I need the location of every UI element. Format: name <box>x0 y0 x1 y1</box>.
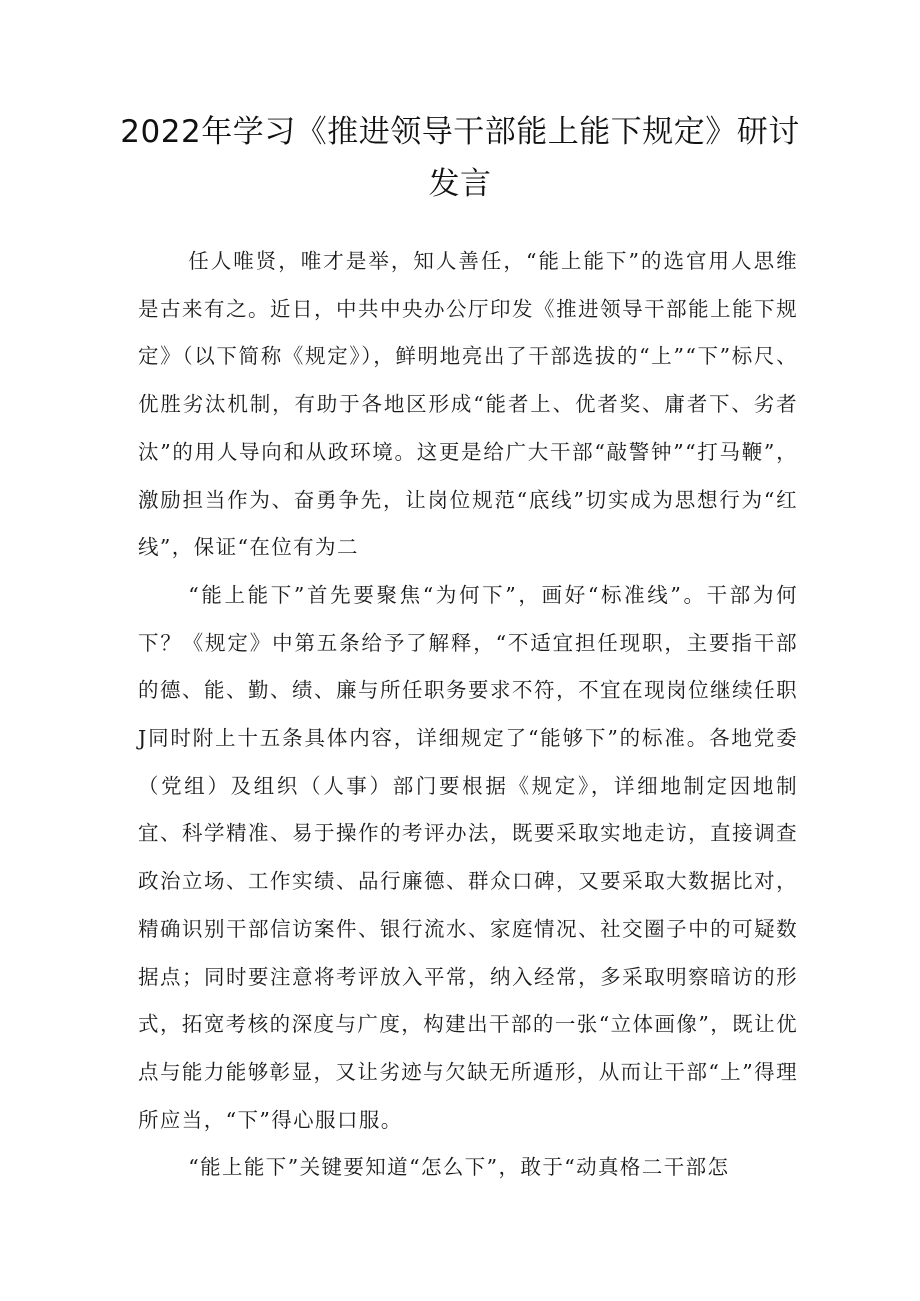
document-body <box>138 238 798 1192</box>
paragraph-1: 任人唯贤，唯才是举，知人善任，“能上能下”的选官用人思维是古来有之。近日，中共中央办公厅印发《推进领导干部能上能下规定》（以下简称《规定》），鲜明地亮出了干部选拔的“上”“下”标尺、优胜劣汰机制，有助于各地区形成“能者上、优者奖、庸者下、劣者汰”的用人导向和从政环境。这更是给广大干部“敲警钟”“打马鞭”，激励担当作为、奋勇争先，让岗位规范“底线”切实成为思想行为“红线”，保证“在位有为二 <box>138 249 798 560</box>
paragraph-3: “能上能下”关键要知道“怎么下”，敢于“动真格二干部怎 <box>188 1155 730 1180</box>
document-title: 2022年学习《推进领导干部能上能下规定》研讨发言 <box>120 114 800 202</box>
paragraph-2: “能上能下”首先要聚焦“为何下”，画好“标准线”。干部为何下？《规定》中第五条给予了解释，“不适宜担任现职，主要指干部的德、能、勤、绩、廉与所任职务要求不符，不宜在现岗位继续任职J同时附上十五条具体内容，详细规定了“能够下”的标准。各地党委（党组）及组织（人事）部门要根据《规定》，详细地制定因地制宜、科学精准、易于操作的考评办法，既要采取实地走访，直接调查政治立场、工作实绩、品行廉德、群众口碑，又要采取大数据比对，精确识别干部信访案件、银行流水、家庭情况、社交圈子中的可疑数据点；同时要注意将考评放入平常，纳入经常，多采取明察暗访的形式，拓宽考核的深度与广度，构建出干部的一张“立体画像”，既让优点与能力能够彰显，又让劣迹与欠缺无所遁形，从而让干部“上”得理所应当，“下”得心服口服。 <box>138 582 798 1132</box>
